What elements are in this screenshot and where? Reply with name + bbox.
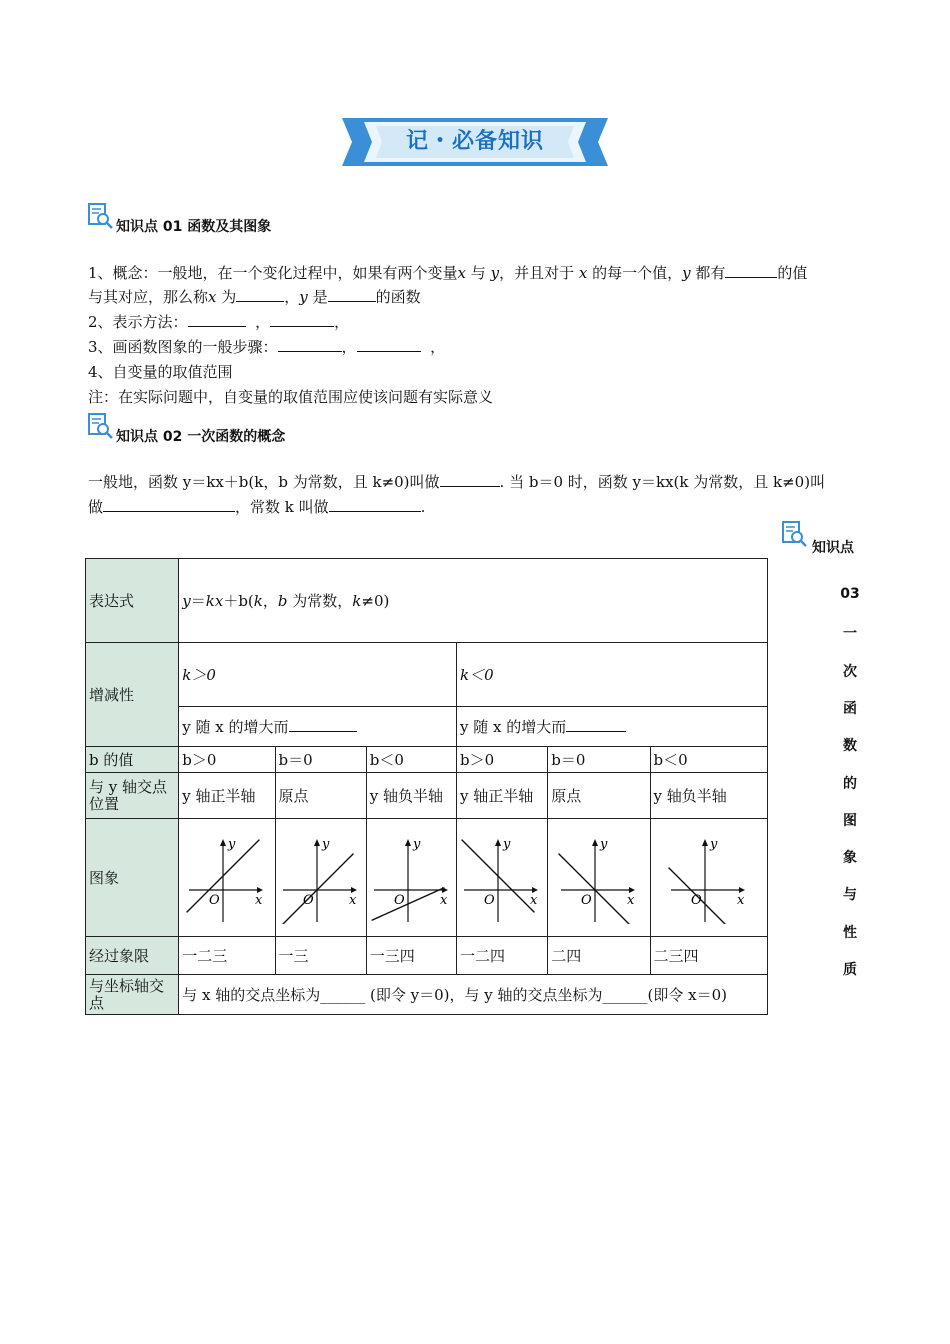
text: 为常数， xyxy=(287,592,353,610)
kp2-line2 xyxy=(88,495,425,519)
x-axis-label: x xyxy=(736,892,745,908)
x-axis-label: x xyxy=(626,892,635,908)
banner-title: 记・必备知识 xyxy=(405,129,544,154)
kp1-heading: 知识点 01 函数及其图象 xyxy=(116,219,272,235)
quad-label: 经过象限 xyxy=(86,937,179,975)
text: 与其对应，那么称 xyxy=(88,288,209,306)
row-graphs xyxy=(86,819,768,937)
text: 的函数 xyxy=(375,288,421,306)
kp3-vertical-char: 数 xyxy=(843,738,857,755)
fill-blank[interactable] xyxy=(270,312,334,327)
kp2-heading: 知识点 02 一次函数的概念 xyxy=(116,429,286,445)
kp3-vertical-char: 图 xyxy=(843,812,857,829)
b-value: b＝0 xyxy=(548,747,650,773)
linear-function-table xyxy=(85,558,768,1015)
text: 一般地，函数 y＝kx＋b(k，b 为常数，且 k≠0)叫做 xyxy=(88,473,440,491)
row-expression xyxy=(86,559,768,643)
graph-cell xyxy=(650,819,767,937)
x-axis-label: x xyxy=(439,892,448,908)
kp1-line4 xyxy=(88,335,445,359)
text: y 随 x 的增大而 xyxy=(182,718,289,736)
x-axis-label: x xyxy=(348,892,356,908)
kp3-vertical-char: 次 xyxy=(843,663,857,680)
row-b-values xyxy=(86,747,768,773)
y-axis-label: y xyxy=(227,836,236,852)
quad-value: 一三 xyxy=(275,937,366,975)
text: 2、表示方法： xyxy=(88,313,188,331)
var-x: x xyxy=(578,264,588,282)
text: ，常数 k 叫做 xyxy=(235,498,329,516)
text: y xyxy=(182,592,191,610)
var-x: x xyxy=(457,264,467,282)
kp1-note: 注：在实际问题中，自变量的取值范围应使该问题有实际意义 xyxy=(88,388,494,406)
y-axis-arrow-icon xyxy=(702,839,708,846)
expr-label: 表达式 xyxy=(86,559,179,643)
kp3-vertical-char: 质 xyxy=(843,962,857,978)
b-value: b＜0 xyxy=(650,747,767,773)
coord-label: 与坐标轴交点 xyxy=(86,975,179,1015)
coord-value: 与 x 轴的交点坐标为______ (即令 y＝0)，与 y 轴的交点坐标为______(即令 x＝0) xyxy=(179,975,768,1015)
var-y: y xyxy=(299,288,308,306)
fill-blank[interactable] xyxy=(566,717,626,732)
text: ， xyxy=(430,338,446,356)
section-banner xyxy=(342,118,608,166)
quad-value: 二三四 xyxy=(650,937,767,975)
kp2-line1 xyxy=(88,470,825,494)
text: 做 xyxy=(88,498,104,516)
text: ＝ xyxy=(190,592,206,610)
kp1-line2 xyxy=(88,285,421,309)
b-value: b＞0 xyxy=(457,747,548,773)
row-y-intercept xyxy=(86,773,768,819)
b-label: b 的值 xyxy=(86,747,179,773)
y-axis-label: y xyxy=(412,836,421,852)
line-graph xyxy=(370,832,454,924)
text: ， xyxy=(284,288,300,306)
increase-cell xyxy=(179,707,457,747)
graph-cell xyxy=(548,819,650,937)
kp3-vertical-char: 一 xyxy=(843,626,857,643)
text: ≠0) xyxy=(361,592,390,610)
yint-value: 原点 xyxy=(548,773,650,819)
graph-cell xyxy=(366,819,456,937)
fill-blank[interactable] xyxy=(725,263,777,278)
fill-blank[interactable] xyxy=(329,497,421,512)
yint-value: y 轴正半轴 xyxy=(179,773,275,819)
kp3-heading: 知识点 xyxy=(812,540,854,556)
kp3-vertical-char: 03 xyxy=(840,586,860,602)
origin-label: O xyxy=(302,892,314,908)
text: k xyxy=(352,592,362,610)
origin-label: O xyxy=(580,892,592,908)
fill-blank[interactable] xyxy=(328,287,376,302)
text: 都有 xyxy=(695,264,726,282)
origin-label: O xyxy=(208,892,220,908)
text: 为 xyxy=(221,288,237,306)
text: 的值 xyxy=(777,264,808,282)
expr-value xyxy=(179,559,768,643)
kp3-vertical-char: 函 xyxy=(843,700,857,717)
text: kx xyxy=(205,592,224,610)
x-axis-label: x xyxy=(254,892,263,908)
graph-label: 图象 xyxy=(86,819,179,937)
kp1-line5: 4、自变量的取值范围 xyxy=(88,363,233,381)
text: 3、画函数图象的一般步骤： xyxy=(88,338,278,356)
y-axis-arrow-icon xyxy=(405,839,411,846)
b-value: b＝0 xyxy=(275,747,366,773)
graph-cell xyxy=(457,819,548,937)
quad-value: 一三四 xyxy=(366,937,456,975)
kp1-line1 xyxy=(88,261,864,285)
quad-value: 二四 xyxy=(548,937,650,975)
line-graph xyxy=(185,832,269,924)
y-axis-arrow-icon xyxy=(495,839,501,846)
row-monotonic xyxy=(86,643,768,707)
x-axis-label: x xyxy=(530,892,538,908)
text: . xyxy=(420,498,426,516)
yint-value: 原点 xyxy=(275,773,366,819)
yint-value: y 轴负半轴 xyxy=(650,773,767,819)
line-graph xyxy=(460,832,544,924)
line-graph xyxy=(667,832,751,924)
y-axis-label: y xyxy=(503,836,511,852)
line-graph xyxy=(557,832,641,924)
text: 的每一个值， xyxy=(592,264,683,282)
text: k xyxy=(253,592,263,610)
kp3-vertical-char: 的 xyxy=(843,775,857,792)
graph-cell xyxy=(179,819,275,937)
y-axis-arrow-icon xyxy=(314,839,320,846)
y-axis-label: y xyxy=(709,836,718,852)
fill-blank[interactable] xyxy=(278,337,342,352)
line-graph xyxy=(279,832,363,924)
fill-blank[interactable] xyxy=(289,717,357,732)
graph-cell xyxy=(275,819,366,937)
text: 是 xyxy=(312,288,328,306)
kp3-vertical-char: 性 xyxy=(843,924,857,941)
text: 1、概念：一般地，在一个变化过程中，如果有两个变量 xyxy=(88,264,458,282)
knowledge-point-icon xyxy=(86,202,114,230)
knowledge-point-icon xyxy=(780,520,808,548)
quad-value: 一二三 xyxy=(179,937,275,975)
text: ， xyxy=(341,338,357,356)
knowledge-point-icon xyxy=(86,412,114,440)
y-axis-label: y xyxy=(599,836,608,852)
row-monotonic-fill xyxy=(86,707,768,747)
fill-blank[interactable] xyxy=(357,337,421,352)
b-value: b＜0 xyxy=(366,747,456,773)
text: 与 xyxy=(470,264,486,282)
yint-label: 与 y 轴交点位置 xyxy=(86,773,179,819)
fill-blank[interactable] xyxy=(236,287,284,302)
origin-label: O xyxy=(484,892,495,908)
fill-blank[interactable] xyxy=(440,472,500,487)
origin-label: O xyxy=(393,892,405,908)
kp1-line3 xyxy=(88,310,349,334)
text: ，并且对于 xyxy=(499,264,575,282)
var-x: x xyxy=(208,288,217,306)
y-axis-label: y xyxy=(321,836,329,852)
quad-value: 一二四 xyxy=(457,937,548,975)
kp3-vertical-char: 与 xyxy=(843,887,857,904)
row-quadrants xyxy=(86,937,768,975)
yint-value: y 轴负半轴 xyxy=(366,773,456,819)
yint-value: y 轴正半轴 xyxy=(457,773,548,819)
text: ， xyxy=(262,592,278,610)
text: . 当 b＝0 时，函数 y＝kx(k 为常数，且 k≠0)叫 xyxy=(499,473,826,491)
y-axis-arrow-icon xyxy=(220,839,226,846)
text: ， xyxy=(255,313,271,331)
fill-blank[interactable] xyxy=(103,497,235,512)
text: ， xyxy=(334,313,350,331)
mono-label: 增减性 xyxy=(86,643,179,747)
k-negative: k＜0 xyxy=(457,643,768,707)
fill-blank[interactable] xyxy=(188,312,246,327)
kp3-vertical-char: 象 xyxy=(843,850,857,867)
row-axis-intersections xyxy=(86,975,768,1015)
y-axis-arrow-icon xyxy=(592,839,598,846)
text: y 随 x 的增大而 xyxy=(460,718,567,736)
text: b xyxy=(277,592,288,610)
decrease-cell xyxy=(457,707,768,747)
origin-label: O xyxy=(690,892,702,908)
k-positive: k＞0 xyxy=(179,643,457,707)
var-y: y xyxy=(490,264,500,282)
text: ＋b( xyxy=(223,592,254,610)
var-y: y xyxy=(682,264,691,282)
b-value: b＞0 xyxy=(179,747,275,773)
